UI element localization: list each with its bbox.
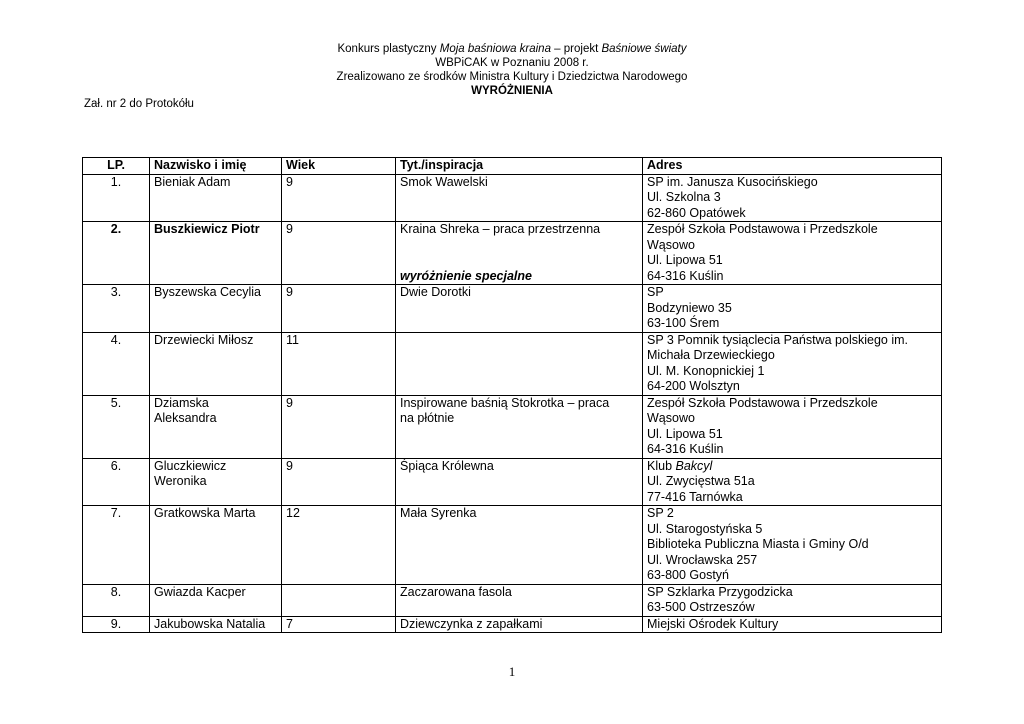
col-title: Tyt./inspiracja xyxy=(396,158,643,175)
section-title: WYRÓŻNIENIA xyxy=(471,85,553,97)
cell-title: Kraina Shreka – praca przestrzenna wyróżnienie specjalne xyxy=(396,222,643,285)
cell-title: Mała Syrenka xyxy=(396,506,643,585)
table-row xyxy=(83,616,942,633)
funding-line: Zrealizowano ze środków Ministra Kultury i Dziedzictwa Narodowego xyxy=(336,71,688,83)
cell-age: 9 xyxy=(282,222,396,285)
cell-age: 9 xyxy=(282,174,396,222)
cell-address: Zespół Szkoła Podstawowa i Przedszkole Wąsowo Ul. Lipowa 51 64-316 Kuślin xyxy=(643,395,942,458)
cell-age xyxy=(282,584,396,616)
cell-age: 12 xyxy=(282,506,396,585)
cell-lp: 8. xyxy=(83,584,150,616)
cell-address: Zespół Szkoła Podstawowa i Przedszkole Wąsowo Ul. Lipowa 51 64-316 Kuślin xyxy=(643,222,942,285)
cell-address: SP Bodzyniewo 35 63-100 Śrem xyxy=(643,285,942,333)
cell-lp: 7. xyxy=(83,506,150,585)
cell-address: SP 2 Ul. Starogostyńska 5 Biblioteka Publiczna Miasta i Gminy O/d Ul. Wrocławska 257 63-800 Gostyń xyxy=(643,506,942,585)
cell-address: Miejski Ośrodek Kultury xyxy=(643,616,942,633)
cell-title: Smok Wawelski xyxy=(396,174,643,222)
cell-lp: 3. xyxy=(83,285,150,333)
col-address: Adres xyxy=(643,158,942,175)
awards-table xyxy=(82,157,942,633)
document-header xyxy=(0,42,1024,98)
page-number: 1 xyxy=(508,664,516,679)
cell-age: 11 xyxy=(282,332,396,395)
cell-lp: 4. xyxy=(83,332,150,395)
cell-name: Gluczkiewicz Weronika xyxy=(150,458,282,506)
table-row xyxy=(83,332,942,395)
contest-line: Konkurs plastyczny Moja baśniowa kraina – projekt Baśniowe światy xyxy=(337,43,687,55)
cell-title: Inspirowane baśnią Stokrotka – praca na płótnie xyxy=(396,395,643,458)
cell-name: Drzewiecki Miłosz xyxy=(150,332,282,395)
table-row xyxy=(83,285,942,333)
table-row xyxy=(83,506,942,585)
cell-lp: 1. xyxy=(83,174,150,222)
table-row xyxy=(83,584,942,616)
cell-title xyxy=(396,332,643,395)
table-row xyxy=(83,458,942,506)
attachment-note: Zał. nr 2 do Protokółu xyxy=(84,98,194,110)
cell-title: Śpiąca Królewna xyxy=(396,458,643,506)
cell-lp: 9. xyxy=(83,616,150,633)
cell-name: Bieniak Adam xyxy=(150,174,282,222)
cell-lp: 5. xyxy=(83,395,150,458)
cell-lp: 2. xyxy=(83,222,150,285)
table-row xyxy=(83,395,942,458)
col-name: Nazwisko i imię xyxy=(150,158,282,175)
cell-name: Gratkowska Marta xyxy=(150,506,282,585)
cell-title: Dziewczynka z zapałkami xyxy=(396,616,643,633)
cell-title: Zaczarowana fasola xyxy=(396,584,643,616)
col-lp: LP. xyxy=(83,158,150,175)
organizer-line: WBPiCAK w Poznaniu 2008 r. xyxy=(435,57,589,69)
cell-address: SP 3 Pomnik tysiąclecia Państwa polskiego im. Michała Drzewieckiego Ul. M. Konopnickiej 1 64-200 Wolsztyn xyxy=(643,332,942,395)
table-row xyxy=(83,174,942,222)
cell-lp: 6. xyxy=(83,458,150,506)
cell-name: Gwiazda Kacper xyxy=(150,584,282,616)
cell-name: Buszkiewicz Piotr xyxy=(150,222,282,285)
cell-name: Byszewska Cecylia xyxy=(150,285,282,333)
cell-address: SP Szklarka Przygodzicka 63-500 Ostrzeszów xyxy=(643,584,942,616)
special-award-note: wyróżnienie specjalne xyxy=(400,268,532,283)
table-header-row xyxy=(83,158,942,175)
cell-title: Dwie Dorotki xyxy=(396,285,643,333)
cell-age: 9 xyxy=(282,458,396,506)
table-row xyxy=(83,222,942,285)
cell-name: Dziamska Aleksandra xyxy=(150,395,282,458)
cell-age: 7 xyxy=(282,616,396,633)
cell-age: 9 xyxy=(282,285,396,333)
cell-address: SP im. Janusza Kusocińskiego Ul. Szkolna 3 62-860 Opatówek xyxy=(643,174,942,222)
col-age: Wiek xyxy=(282,158,396,175)
cell-name: Jakubowska Natalia xyxy=(150,616,282,633)
cell-age: 9 xyxy=(282,395,396,458)
cell-address: Klub Bakcyl Ul. Zwycięstwa 51a 77-416 Tarnówka xyxy=(643,458,942,506)
